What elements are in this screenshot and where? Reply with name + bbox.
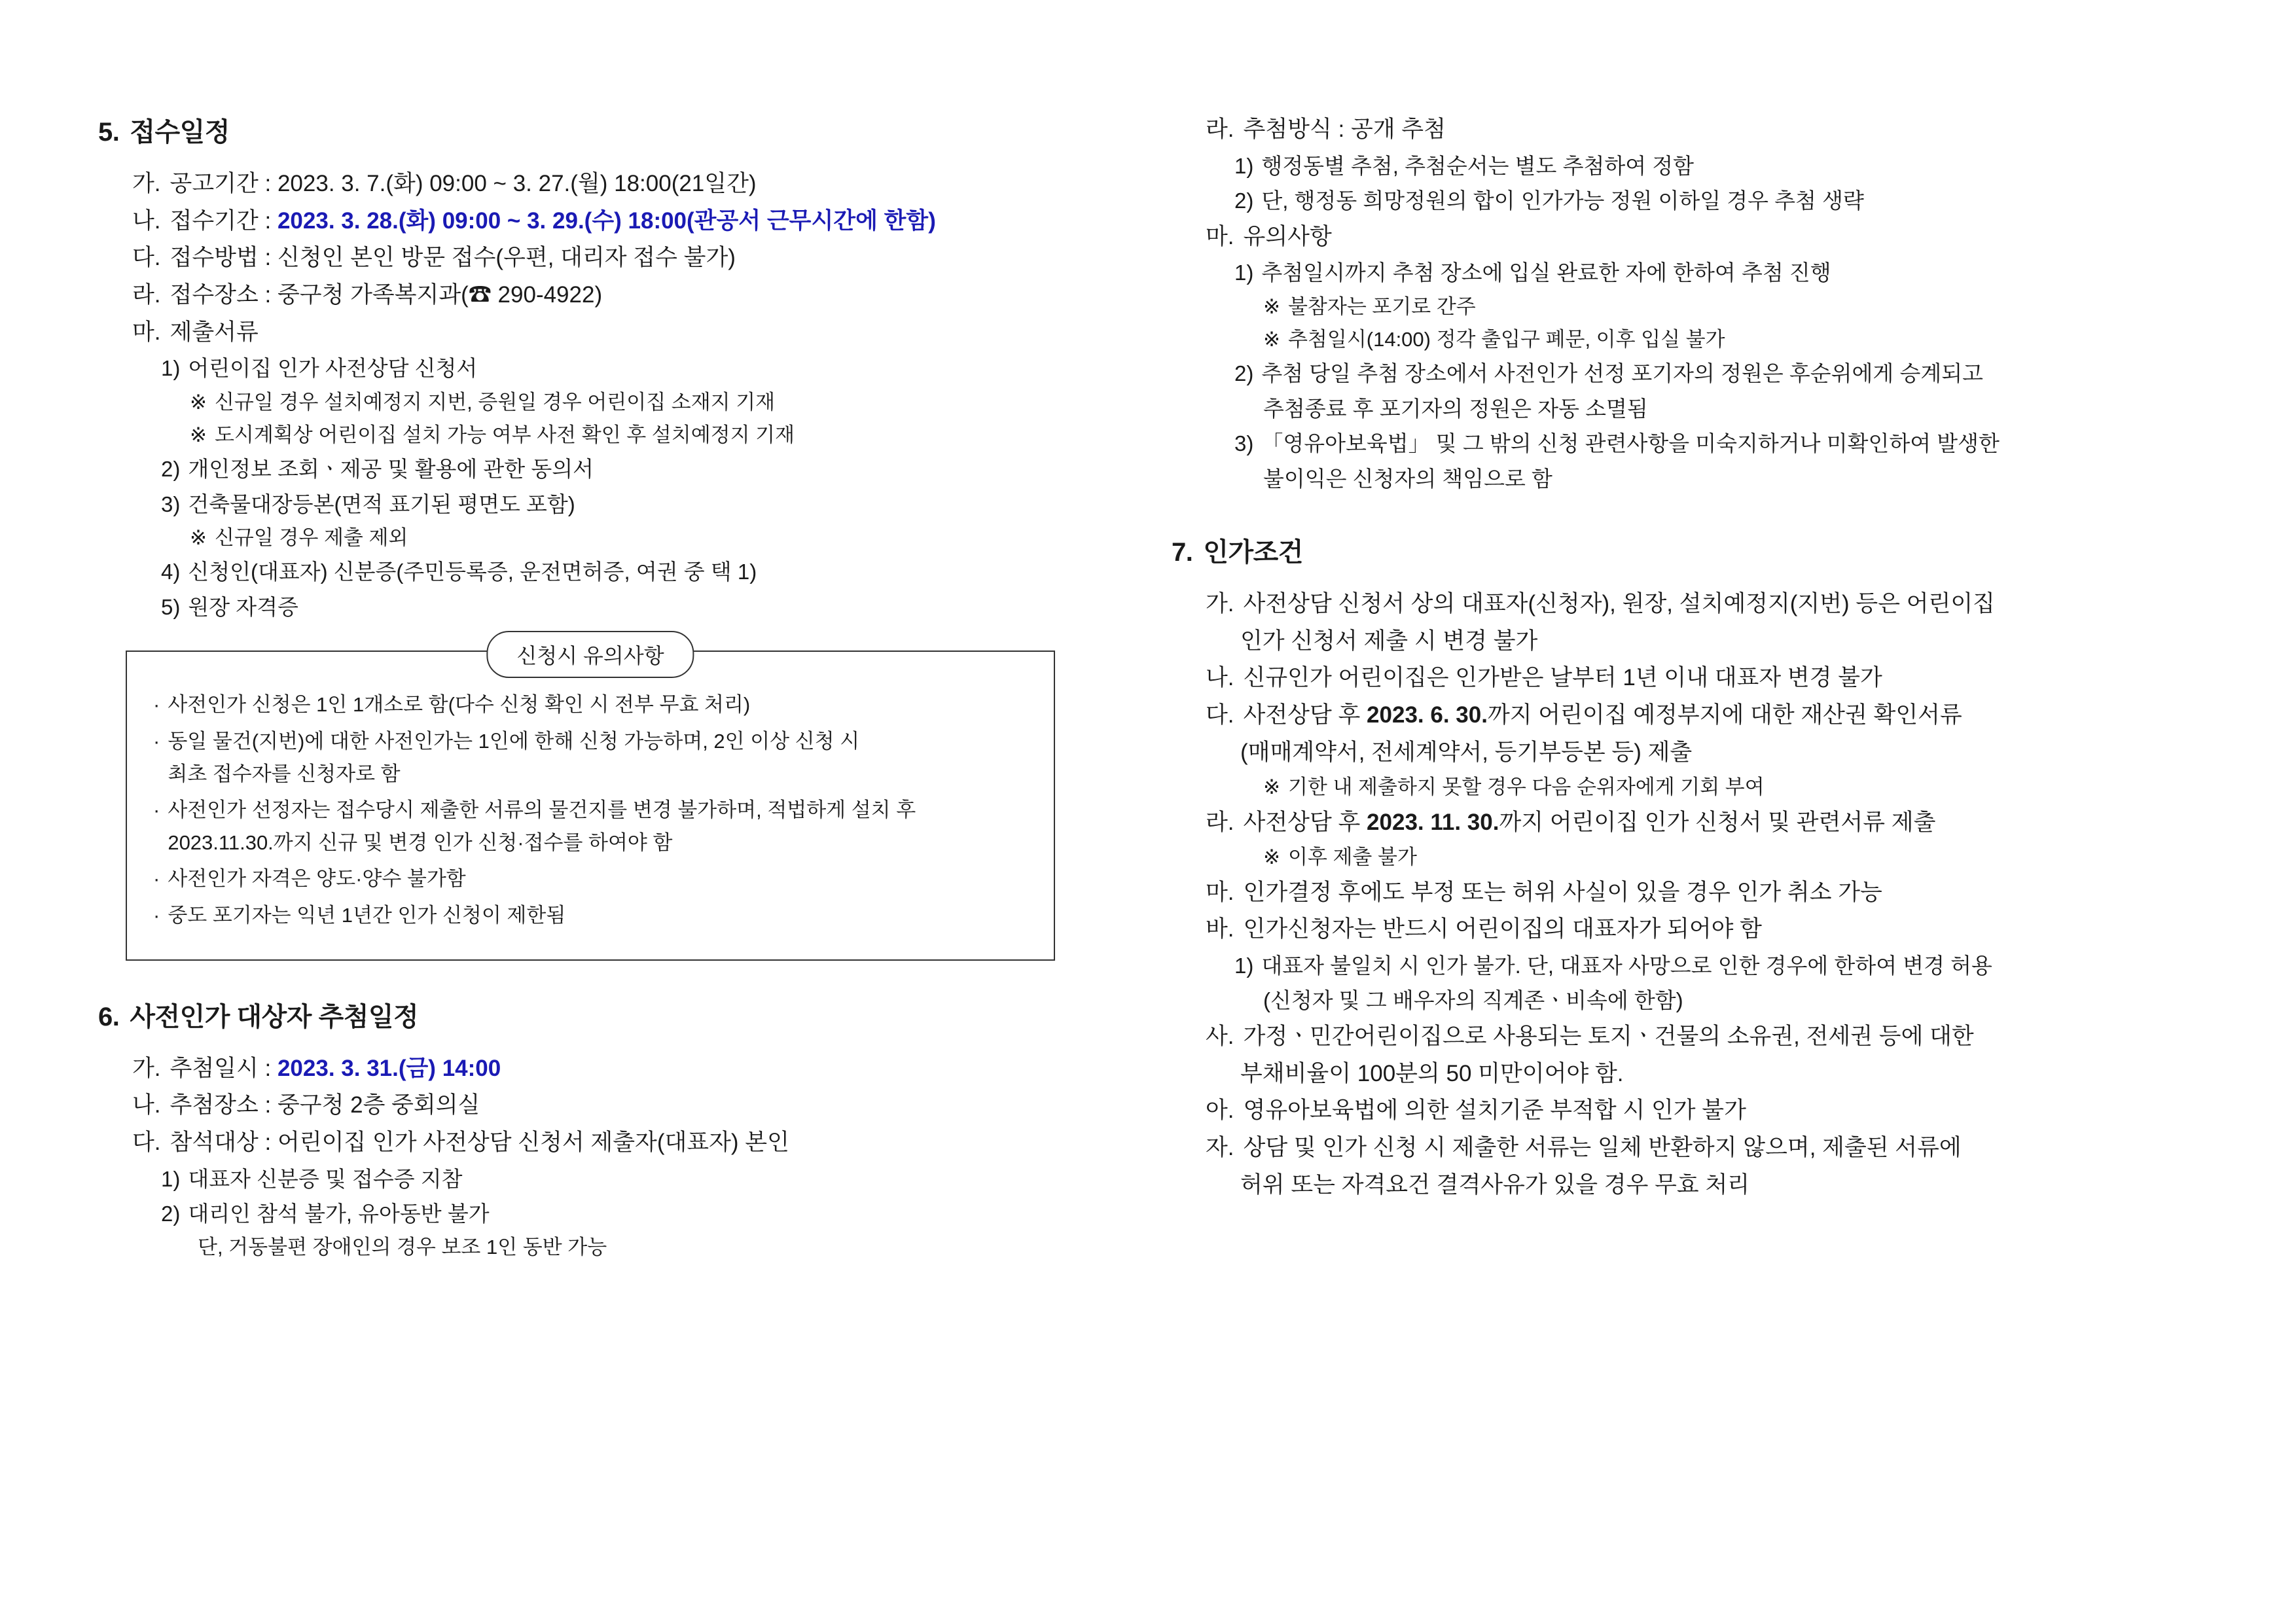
- bullet-text: [168, 725, 1028, 790]
- bullet-dot: ·: [153, 867, 160, 891]
- list-item: [161, 487, 1100, 522]
- list-item: [1234, 948, 2173, 983]
- list-item: [132, 1050, 1100, 1088]
- section-6-title: 사전인가 대상자 추첨일정: [130, 1002, 419, 1031]
- item-text: 부채비율이 100분의 50 미만이어야 함.: [1240, 1060, 1624, 1086]
- list-item: [1206, 911, 2173, 948]
- list-item: [132, 1124, 1100, 1162]
- item-text: [1244, 697, 2173, 734]
- item-text: 대리인 참석 불가, 유아동반 불가: [188, 1202, 490, 1226]
- notice-box: [126, 651, 1055, 960]
- item-text: 불참자는 포기로 간주: [1287, 294, 1476, 318]
- list-item: [1263, 291, 2173, 323]
- item-text-highlight: 2023. 3. 28.(화) 09:00 ~ 3. 29.(수) 18:00(관공서 근무시간에 한함): [277, 207, 936, 234]
- list-item: [1240, 1167, 2173, 1204]
- item-text: [1244, 804, 2173, 842]
- item-text-date: 2023. 6. 30.: [1367, 702, 1488, 728]
- section-5-title: 접수일정: [130, 118, 230, 147]
- item-marker: 1): [1234, 153, 1254, 178]
- bullet-dot: ·: [153, 798, 160, 822]
- list-item: [161, 351, 1100, 385]
- item-text: 신규일 경우 설치예정지 지번, 증원일 경우 어린이집 소재지 기재: [214, 390, 776, 414]
- section-5-heading: [98, 111, 1100, 149]
- item-text: (매매계약서, 전세계약서, 등기부등본 등) 제출: [1240, 739, 1693, 765]
- notice-bullet: [153, 794, 1028, 859]
- list-item: [190, 419, 1100, 452]
- item-text: 신청인(대표자) 신분증(주민등록증, 운전면허증, 여권 중 택 1): [188, 560, 757, 584]
- list-item: [132, 277, 1100, 314]
- list-item: [1263, 841, 2173, 874]
- item-marker: 2): [161, 457, 181, 482]
- item-marker: 나.: [1206, 665, 1234, 691]
- item-text: 건축물대장등본(면적 표기된 평면도 포함): [188, 491, 575, 516]
- notice-bullet: [153, 688, 1028, 721]
- list-item: [161, 1162, 1100, 1196]
- list-item: [1263, 391, 2173, 426]
- list-item: [1206, 1092, 2173, 1130]
- item-text-prefix: 사전상담 후: [1243, 809, 1367, 835]
- item-text: 어린이집 인가 사전상담 신청서: [188, 356, 478, 381]
- list-item: [161, 452, 1100, 486]
- item-text: 공고기간 : 2023. 3. 7.(화) 09:00 ~ 3. 27.(월) 18:00(21일간): [170, 171, 757, 196]
- bullet-text: 중도 포기자는 익년 1년간 인가 신청이 제한됨: [168, 903, 566, 927]
- item-marker: 5): [161, 594, 181, 619]
- bullet-text: 사전인가 신청은 1인 1개소로 함(다수 신청 확인 시 전부 무효 처리): [168, 693, 751, 717]
- item-text: 단, 거동불편 장애인의 경우 보조 1인 동반 가능: [198, 1236, 607, 1259]
- item-text-highlight: 2023. 3. 31.(금) 14:00: [277, 1055, 501, 1081]
- item-marker: 1): [161, 1166, 181, 1191]
- item-marker: 나.: [132, 1092, 161, 1118]
- list-item: [1206, 1130, 2173, 1167]
- bullet-line: 2023.11.30.까지 신규 및 변경 인가 신청·접수를 하여야 함: [168, 830, 673, 854]
- item-marker: ※: [1263, 327, 1280, 351]
- item-marker: 1): [1234, 953, 1254, 978]
- item-marker: ※: [1263, 846, 1280, 869]
- list-item: [190, 386, 1100, 419]
- list-item: [1240, 623, 2173, 660]
- list-item: [161, 1196, 1100, 1231]
- item-marker: 마.: [1206, 879, 1234, 905]
- item-marker: 마.: [132, 319, 161, 345]
- item-marker: 다.: [132, 1129, 161, 1155]
- list-item: [1263, 323, 2173, 356]
- item-marker: 가.: [132, 171, 161, 196]
- section-6-heading: [98, 996, 1100, 1033]
- notice-bullet: [153, 863, 1028, 895]
- list-item: [1206, 219, 2173, 256]
- item-text: 대표자 불일치 시 인가 불가. 단, 대표자 사망으로 인한 경우에 한하여 변경 허용: [1261, 953, 1992, 978]
- item-text: 단, 행정동 희망정원의 합이 인가가능 정원 이하일 경우 추첨 생략: [1261, 188, 1864, 213]
- right-column: [1172, 111, 2173, 1623]
- bullet-line: 동일 물건(지번)에 대한 사전인가는 1인에 한해 신청 가능하며, 2인 이상 신청 시: [168, 729, 860, 753]
- list-item: [190, 522, 1100, 554]
- list-item: [1263, 983, 2173, 1018]
- list-item: [1206, 660, 2173, 697]
- bullet-line: 최초 접수자를 신청자로 함: [168, 762, 401, 785]
- list-item: [132, 314, 1100, 351]
- bullet-dot: ·: [153, 903, 160, 927]
- notice-bullet: [153, 725, 1028, 790]
- item-marker: ※: [1263, 294, 1280, 318]
- item-marker: 나.: [132, 207, 161, 234]
- item-marker: 라.: [1206, 116, 1234, 142]
- bullet-line: 사전인가 선정자는 접수당시 제출한 서류의 물건지를 변경 불가하며, 적법하게 설치 후: [168, 798, 916, 822]
- section-7-heading: [1172, 531, 2173, 569]
- item-text: 유의사항: [1243, 223, 1332, 249]
- item-text: 대표자 신분증 및 접수증 지참: [188, 1166, 463, 1191]
- item-marker: 바.: [1206, 916, 1234, 942]
- item-text: 접수장소 : 중구청 가족복지과(☎ 290-4922): [170, 282, 603, 308]
- item-marker: 사.: [1206, 1023, 1234, 1049]
- item-text-prefix: 사전상담 후: [1243, 702, 1367, 728]
- item-text: 영유아보육법에 의한 설치기준 부적합 시 인가 불가: [1243, 1097, 1746, 1124]
- list-item: [1206, 874, 2173, 912]
- list-item: [132, 166, 1100, 203]
- list-item: [132, 240, 1100, 277]
- item-text: 기한 내 제출하지 못할 경우 다음 순위자에게 기회 부여: [1287, 776, 1765, 799]
- item-text: 제출서류: [170, 319, 259, 345]
- item-text: 인가결정 후에도 부정 또는 허위 사실이 있을 경우 인가 취소 가능: [1243, 879, 1882, 905]
- item-text-suffix: 까지 어린이집 예정부지에 대한 재산권 확인서류: [1487, 702, 1962, 728]
- list-item: [1206, 804, 2173, 842]
- left-column: [98, 111, 1100, 1623]
- item-marker: 3): [161, 491, 181, 516]
- item-text: 가정ㆍ민간어린이집으로 사용되는 토지ㆍ건물의 소유권, 전세권 등에 대한: [1243, 1023, 1974, 1049]
- notice-box-caption: 신청시 유의사항: [486, 631, 694, 678]
- item-text: 「영유아보육법」 및 그 밖의 신청 관련사항을 미숙지하거나 미확인하여 발생한: [1261, 431, 2000, 456]
- item-text: 추첨일시(14:00) 정각 출입구 폐문, 이후 입실 불가: [1287, 327, 1725, 351]
- item-text: 추첨방식 : 공개 추첨: [1243, 116, 1446, 142]
- list-item: [1240, 1056, 2173, 1093]
- item-marker: 자.: [1206, 1134, 1234, 1160]
- item-text: [170, 203, 1100, 240]
- item-text: 허위 또는 자격요건 결격사유가 있을 경우 무효 처리: [1240, 1171, 1750, 1198]
- list-item: [1240, 734, 2173, 772]
- item-marker: 다.: [1206, 702, 1234, 728]
- item-text: 불이익은 신청자의 책임으로 함: [1263, 466, 1552, 491]
- bullet-dot: ·: [153, 693, 160, 717]
- item-text: 사전상담 신청서 상의 대표자(신청자), 원장, 설치예정지(지번) 등은 어린이집: [1243, 590, 1995, 616]
- item-marker: 3): [1234, 431, 1254, 456]
- list-item: [1234, 255, 2173, 290]
- list-item: [190, 1231, 1100, 1264]
- item-marker: 2): [1234, 188, 1254, 213]
- item-text: 추첨 당일 추첨 장소에서 사전인가 선정 포기자의 정원은 후순위에게 승계되고: [1261, 361, 1983, 386]
- item-text: 개인정보 조회ㆍ제공 및 활용에 관한 동의서: [188, 457, 594, 482]
- section-7-title: 인가조건: [1203, 537, 1303, 567]
- item-marker: 라.: [132, 282, 161, 308]
- item-text: 신규일 경우 제출 제외: [214, 526, 408, 550]
- list-item: [1206, 697, 2173, 734]
- item-marker: 1): [1234, 260, 1254, 285]
- item-text: 이후 제출 불가: [1287, 846, 1417, 869]
- list-item: [1263, 771, 2173, 804]
- list-item: [1234, 183, 2173, 218]
- list-item: [1206, 111, 2173, 149]
- list-item: [161, 554, 1100, 589]
- item-marker: 1): [161, 356, 181, 381]
- item-text: 행정동별 추첨, 추첨순서는 별도 추첨하여 정함: [1261, 153, 1695, 178]
- item-text-prefix: 추첨일시 :: [170, 1055, 278, 1081]
- section-7-number: 7.: [1172, 537, 1193, 567]
- item-marker: 가.: [132, 1055, 161, 1081]
- item-marker: ※: [190, 526, 207, 550]
- item-marker: ※: [190, 390, 207, 414]
- item-text: 추첨장소 : 중구청 2층 중회의실: [170, 1092, 480, 1118]
- item-marker: ※: [1263, 776, 1280, 799]
- list-item: [161, 590, 1100, 624]
- item-marker: 마.: [1206, 223, 1234, 249]
- section-6-number: 6.: [98, 1002, 120, 1031]
- item-text: 인가 신청서 제출 시 변경 불가: [1240, 628, 1538, 654]
- list-item: [1206, 586, 2173, 623]
- item-text: [170, 1050, 1100, 1088]
- item-text-suffix: 까지 어린이집 인가 신청서 및 관련서류 제출: [1499, 809, 1936, 835]
- item-text: 상담 및 인가 신청 시 제출한 서류는 일체 반환하지 않으며, 제출된 서류에: [1243, 1134, 1962, 1160]
- item-text: 도시계획상 어린이집 설치 가능 여부 사전 확인 후 설치예정지 기재: [214, 423, 795, 447]
- bullet-dot: ·: [153, 729, 160, 753]
- item-text-date: 2023. 11. 30.: [1367, 809, 1499, 835]
- list-item: [1206, 1018, 2173, 1056]
- item-marker: ※: [190, 423, 207, 447]
- list-item: [1234, 356, 2173, 391]
- bullet-text: [168, 794, 1028, 859]
- notice-bullet: [153, 899, 1028, 932]
- item-marker: 2): [161, 1202, 181, 1226]
- item-marker: 아.: [1206, 1097, 1234, 1124]
- item-text: 원장 자격증: [188, 594, 298, 619]
- bullet-text: 사전인가 자격은 양도·양수 불가함: [168, 867, 466, 891]
- item-marker: 4): [161, 560, 181, 584]
- item-text: 참석대상 : 어린이집 인가 사전상담 신청서 제출자(대표자) 본인: [170, 1129, 789, 1155]
- item-marker: 가.: [1206, 590, 1234, 616]
- item-text-prefix: 접수기간 :: [170, 207, 278, 234]
- item-marker: 다.: [132, 245, 161, 271]
- notice-box-wrapper: [126, 644, 1055, 960]
- list-item: [1234, 149, 2173, 183]
- list-item: [132, 203, 1100, 240]
- item-marker: 라.: [1206, 809, 1234, 835]
- item-text: 인가신청자는 반드시 어린이집의 대표자가 되어야 함: [1243, 916, 1762, 942]
- item-text: 접수방법 : 신청인 본인 방문 접수(우편, 대리자 접수 불가): [170, 245, 736, 271]
- item-marker: 2): [1234, 361, 1254, 386]
- list-item: [1234, 426, 2173, 461]
- item-text: (신청자 및 그 배우자의 직계존ㆍ비속에 한함): [1263, 988, 1683, 1013]
- section-5-number: 5.: [98, 118, 120, 147]
- item-text: 신규인가 어린이집은 인가받은 날부터 1년 이내 대표자 변경 불가: [1243, 665, 1882, 691]
- item-text: 추첨일시까지 추첨 장소에 입실 완료한 자에 한하여 추첨 진행: [1261, 260, 1831, 285]
- list-item: [132, 1087, 1100, 1124]
- item-text: 추첨종료 후 포기자의 정원은 자동 소멸됨: [1263, 396, 1648, 421]
- list-item: [1263, 461, 2173, 496]
